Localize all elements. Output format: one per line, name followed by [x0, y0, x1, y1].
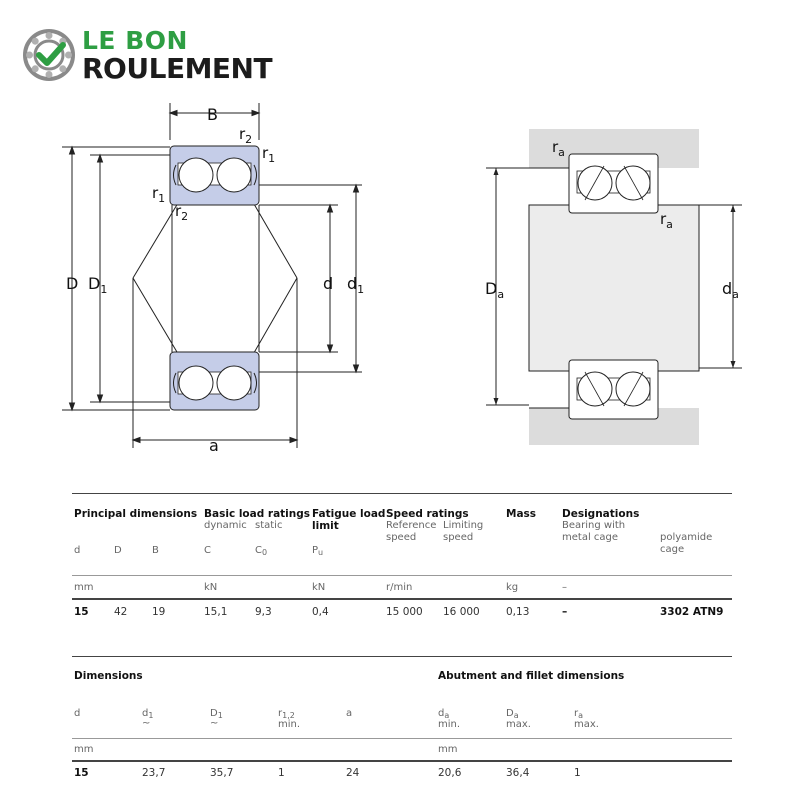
- unit2-mm-right: mm: [438, 744, 458, 755]
- unit-rmin: r/min: [386, 582, 413, 593]
- cell2-D1: 35,7: [210, 767, 234, 779]
- table1-top-rule: [72, 493, 732, 494]
- header-designations: Designations: [562, 508, 640, 520]
- cell-B: 19: [152, 606, 166, 618]
- unit-kN-fatigue: kN: [312, 582, 326, 593]
- label-d1: $d_1$: [347, 274, 365, 296]
- symbol2-r12-note: min.: [278, 719, 301, 730]
- symbol-Pu: $P_u$: [312, 545, 324, 557]
- unit-kg: kg: [506, 582, 519, 593]
- symbol2-D1: $D_1$: [210, 708, 223, 720]
- label-d: d: [323, 274, 334, 293]
- table1-header-rule: [72, 598, 732, 600]
- cell-metal-cage: –: [562, 606, 568, 618]
- unit-mm: mm: [74, 582, 94, 593]
- header-reference: Reference: [386, 520, 437, 531]
- symbol-C0: $C_0$: [255, 545, 268, 557]
- table1-units-rule: [72, 575, 732, 576]
- logo-line1: LE BON: [82, 26, 188, 55]
- logo-line2: ROULEMENT: [82, 52, 273, 85]
- symbol-B: B: [152, 545, 159, 556]
- symbol2-Da-note: max.: [506, 719, 531, 730]
- cell-C: 15,1: [204, 606, 228, 618]
- cell-designation: 3302 ATN9: [660, 606, 724, 618]
- header-dimensions: Dimensions: [74, 670, 143, 682]
- cell-D: 42: [114, 606, 128, 618]
- header-mass: Mass: [506, 508, 537, 520]
- header-bearing-with: Bearing with: [562, 520, 626, 531]
- header-polyamide-cage: cage: [660, 544, 685, 555]
- symbol2-ra-note: max.: [574, 719, 599, 730]
- symbol2-D1-note: ~: [210, 718, 219, 729]
- cell-limiting-speed: 16 000: [443, 606, 480, 618]
- symbol2-d1-note: ~: [142, 718, 151, 729]
- header-metal-cage: metal cage: [562, 532, 619, 543]
- unit-kN-load: kN: [204, 582, 218, 593]
- symbol2-da: $d_a$: [438, 708, 450, 720]
- label-Da: $D_a$: [485, 279, 505, 301]
- cell-d: 15: [74, 606, 89, 618]
- cell-Pu: 0,4: [312, 606, 329, 618]
- header-speed-ratings: Speed ratings: [386, 508, 469, 520]
- label-ra-right: $r_a$: [660, 210, 673, 231]
- cell-mass: 0,13: [506, 606, 530, 618]
- header-dynamic: dynamic: [204, 520, 247, 531]
- label-B: B: [207, 105, 218, 124]
- label-da: $d_a$: [722, 279, 739, 301]
- label-ra-top: $r_a$: [552, 138, 565, 159]
- symbol-D: D: [114, 545, 122, 556]
- table2-header-rule: [72, 760, 732, 762]
- label-r2-left: $r_2$: [175, 202, 189, 223]
- cell-C0: 9,3: [255, 606, 272, 618]
- cell2-ra: 1: [574, 767, 581, 779]
- symbol2-ra: $r_a$: [574, 708, 584, 720]
- symbol2-r12: $r_{1,2}$: [278, 708, 295, 720]
- header-fatigue-load: Fatigue load: [312, 508, 386, 520]
- unit2-mm-left: mm: [74, 744, 94, 755]
- cell2-da: 20,6: [438, 767, 462, 779]
- symbol2-a: a: [346, 708, 353, 719]
- label-r1-top: $r_1$: [262, 144, 276, 165]
- upper-ring-section: [170, 146, 259, 205]
- header-static: static: [255, 520, 283, 531]
- symbol2-Da: $D_a$: [506, 708, 519, 720]
- table2-top-rule: [72, 656, 732, 657]
- label-D1: $D_1$: [88, 274, 108, 296]
- symbol2-d1: $d_1$: [142, 708, 154, 720]
- label-r2-top: $r_2$: [239, 125, 253, 146]
- table2-units-rule: [72, 738, 732, 739]
- header-basic-load-ratings: Basic load ratings: [204, 508, 311, 520]
- cell2-Da: 36,4: [506, 767, 530, 779]
- label-D: D: [66, 274, 79, 293]
- mounting-drawing: [486, 129, 742, 445]
- label-r1-left: $r_1$: [152, 184, 166, 205]
- symbol2-d: d: [74, 708, 81, 719]
- cell2-a: 24: [346, 767, 360, 779]
- symbol-d: d: [74, 545, 81, 556]
- symbol2-da-note: min.: [438, 719, 461, 730]
- header-limiting: Limiting: [443, 520, 484, 531]
- symbol-C: C: [204, 545, 211, 556]
- cell2-d: 15: [74, 767, 89, 779]
- header-reference-speed: speed: [386, 532, 417, 543]
- header-limiting-speed: speed: [443, 532, 474, 543]
- cell2-r12: 1: [278, 767, 285, 779]
- label-a: a: [209, 436, 219, 455]
- header-polyamide: polyamide: [660, 532, 713, 543]
- header-principal-dimensions: Principal dimensions: [74, 508, 198, 520]
- header-abutment-fillet: Abutment and fillet dimensions: [438, 670, 625, 682]
- cell2-d1: 23,7: [142, 767, 166, 779]
- unit-dash: –: [562, 582, 567, 593]
- cell-reference-speed: 15 000: [386, 606, 423, 618]
- lower-ring-section: [170, 352, 259, 410]
- header-fatigue-limit: limit: [312, 520, 339, 532]
